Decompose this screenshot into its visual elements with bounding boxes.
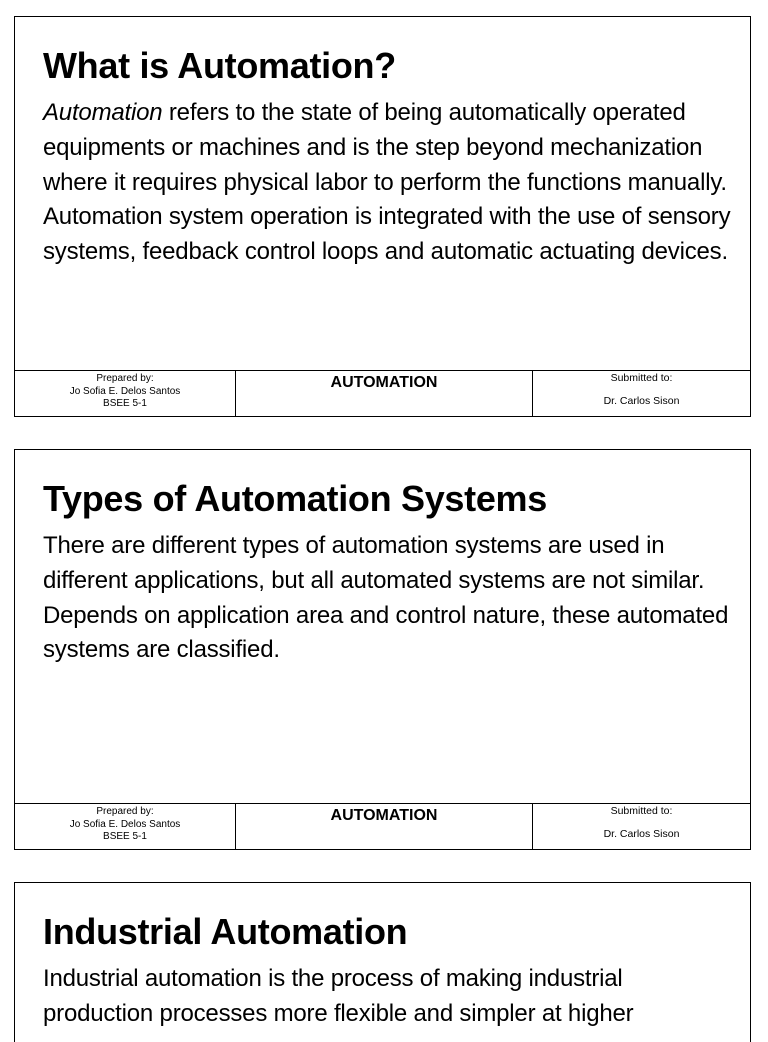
submitted-to-cell: [533, 804, 750, 849]
submitted-to-label: Submitted to:: [610, 805, 673, 817]
submitted-to-name: Dr. Carlos Sison: [603, 828, 680, 840]
body-text: refers to the state of being automatically operated equipments or machines and is the step beyond mechanization where it requires physical labor to perform the functions manually. Automation system operation is integrated with the use of sensory systems, feedback control loops and automatic actuating devices.: [43, 99, 731, 266]
footer-topic: AUTOMATION: [236, 804, 533, 849]
slide-title: Types of Automation Systems: [43, 478, 547, 519]
slide-industrial-automation: [14, 882, 751, 1042]
footer-topic: AUTOMATION: [236, 371, 533, 416]
slide-body: [43, 96, 733, 270]
slide-what-is-automation: [14, 16, 751, 417]
slide-body: There are different types of automation systems are used in different applications, but all automated systems are not similar. Depends on application area and control nature, these automated systems are classified.: [43, 532, 729, 664]
prepared-by-name: Jo Sofia E. Delos Santos: [69, 818, 181, 830]
prepared-by-label: Prepared by:: [96, 806, 154, 817]
prepared-by-section: BSEE 5-1: [103, 831, 147, 842]
prepared-by-label: Prepared by:: [96, 373, 154, 384]
body-lead-term: Automation: [43, 99, 163, 126]
prepared-by-cell: [15, 371, 236, 416]
submitted-to-name: Dr. Carlos Sison: [603, 395, 680, 407]
slide-footer: [15, 803, 750, 849]
slide-body: Industrial automation is the process of making industrial production processes more flexible and simpler at higher: [43, 965, 634, 1027]
submitted-to-cell: [533, 371, 750, 416]
slide-types-of-automation: [14, 449, 751, 850]
submitted-to-label: Submitted to:: [610, 372, 673, 384]
slide-footer: [15, 370, 750, 416]
prepared-by-section: BSEE 5-1: [103, 398, 147, 409]
slide-title: What is Automation?: [43, 45, 396, 86]
prepared-by-name: Jo Sofia E. Delos Santos: [69, 385, 181, 397]
prepared-by-cell: [15, 804, 236, 849]
slide-title: Industrial Automation: [43, 911, 408, 952]
